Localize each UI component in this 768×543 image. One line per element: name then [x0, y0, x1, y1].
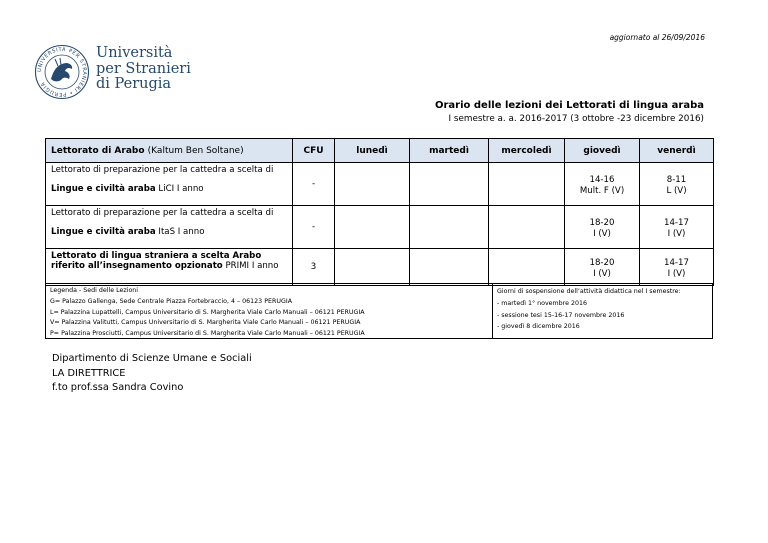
signature-block	[52, 352, 252, 396]
slot-time: 14-17	[664, 218, 689, 228]
monday-cell	[335, 206, 410, 249]
suspension-item: - sessione tesi 15-16-17 novembre 2016	[497, 311, 625, 319]
tuesday-cell	[410, 163, 489, 206]
header-cfu: CFU	[293, 139, 335, 163]
course-cell	[46, 249, 293, 286]
slot-room: I (V)	[593, 269, 611, 279]
table-row	[46, 249, 714, 286]
university-name-line: di Perugia	[96, 76, 172, 92]
slot-time: 14-16	[589, 175, 615, 185]
course-year: LiCI I anno	[158, 184, 204, 194]
course-year: PRIMI I anno	[225, 261, 279, 271]
table-header-row	[46, 139, 714, 163]
legend-item: G= Palazzo Gallenga, Sede Centrale Piazza Fortebraccio, 4 – 06123 PERUGIA	[50, 297, 292, 305]
course-line: Lettorato di preparazione per la cattedra a scelta di	[51, 208, 274, 218]
header-day-wednesday: mercoledì	[489, 139, 565, 163]
tuesday-cell	[410, 206, 489, 249]
slot-room: I (V)	[593, 229, 611, 239]
thursday-cell	[565, 249, 640, 286]
course-cell	[46, 163, 293, 206]
legend-title: Legenda - Sedi delle Lezioni	[50, 287, 139, 294]
slot-room: I (V)	[667, 269, 686, 279]
wednesday-cell	[489, 206, 565, 249]
suspension-title: Giorni di sospensione dell’attività didattica nel I semestre:	[497, 288, 681, 295]
slot-time: 14-17	[664, 258, 689, 268]
header-day-monday: lunedì	[335, 139, 410, 163]
thursday-cell	[565, 206, 640, 249]
course-subject: riferito all’insegnamento opzionato	[51, 261, 223, 271]
course-year: ItaS I anno	[158, 227, 205, 237]
course-line: Lettorato di lingua straniera a scelta Arabo	[51, 251, 262, 261]
university-name-line: per Stranieri	[96, 60, 191, 77]
slot-room: I (V)	[667, 229, 686, 239]
document-title: Orario delle lezioni dei Lettorati di lingua araba	[435, 100, 704, 111]
monday-cell	[335, 249, 410, 286]
signature-role: LA DIRETTRICE	[52, 367, 126, 379]
university-seal-icon	[34, 44, 90, 100]
slot-time: 8-11	[666, 175, 687, 185]
suspension-item: - martedì 1° novembre 2016	[497, 299, 588, 307]
slot-time: 18-20	[589, 218, 615, 228]
friday-cell	[640, 163, 714, 206]
course-subject: Lingue e civiltà araba	[51, 184, 156, 194]
header-day-tuesday: martedì	[410, 139, 489, 163]
cfu-cell: 3	[293, 249, 335, 286]
university-name	[96, 46, 191, 93]
course-line: Lettorato di preparazione per la cattedra a scelta di	[51, 165, 274, 175]
updated-date-note: aggiornato al 26/09/2016	[609, 33, 705, 42]
cfu-cell: -	[293, 206, 335, 249]
wednesday-cell	[489, 249, 565, 286]
university-logo	[34, 44, 191, 104]
table-row	[46, 163, 714, 206]
course-cell	[46, 206, 293, 249]
friday-cell	[640, 249, 714, 286]
header-course-teacher: (Kaltum Ben Soltane)	[147, 145, 244, 156]
table-row	[46, 206, 714, 249]
friday-cell	[640, 206, 714, 249]
signature-name: f.to prof.ssa Sandra Covino	[52, 382, 184, 394]
slot-room: L (V)	[666, 186, 687, 196]
legend-item: V= Palazzina Valitutti, Campus Universitario di S. Margherita Viale Carlo Manuali – 06121 PERUGIA	[50, 319, 361, 327]
tuesday-cell	[410, 249, 489, 286]
slot-room: Mult. F (V)	[579, 186, 625, 196]
legend-item: L= Palazzina Lupattelli, Campus Universitario di S. Margherita Viale Carlo Manuali – 06121 PERUGIA	[50, 308, 365, 316]
suspension-item: - giovedì 8 dicembre 2016	[497, 323, 580, 331]
suspension-days-box	[492, 283, 713, 339]
svg-text:UNIVERSITÀ PER STRANIERI • PER: UNIVERSITÀ PER STRANIERI • PERUGIA	[36, 46, 88, 98]
header-day-friday: venerdì	[640, 139, 714, 163]
wednesday-cell	[489, 163, 565, 206]
thursday-cell	[565, 163, 640, 206]
legend-item: P= Palazzina Prosciutti, Campus Universitario di S. Margherita Viale Carlo Manuali – 06121 PERUGIA	[50, 330, 365, 338]
header-course-title: Lettorato di Arabo	[51, 145, 145, 156]
slot-time: 18-20	[589, 258, 615, 268]
monday-cell	[335, 163, 410, 206]
schedule-table	[45, 138, 714, 286]
signature-department: Dipartimento di Scienze Umane e Sociali	[52, 353, 252, 364]
course-subject: Lingue e civiltà araba	[51, 227, 156, 237]
cfu-cell: -	[293, 163, 335, 206]
header-course	[46, 139, 293, 163]
legend-box	[45, 283, 493, 339]
header-day-thursday: giovedì	[565, 139, 640, 163]
university-name-line: Università	[96, 45, 173, 61]
document-subtitle: I semestre a. a. 2016-2017 (3 ottobre -23 dicembre 2016)	[448, 114, 704, 124]
